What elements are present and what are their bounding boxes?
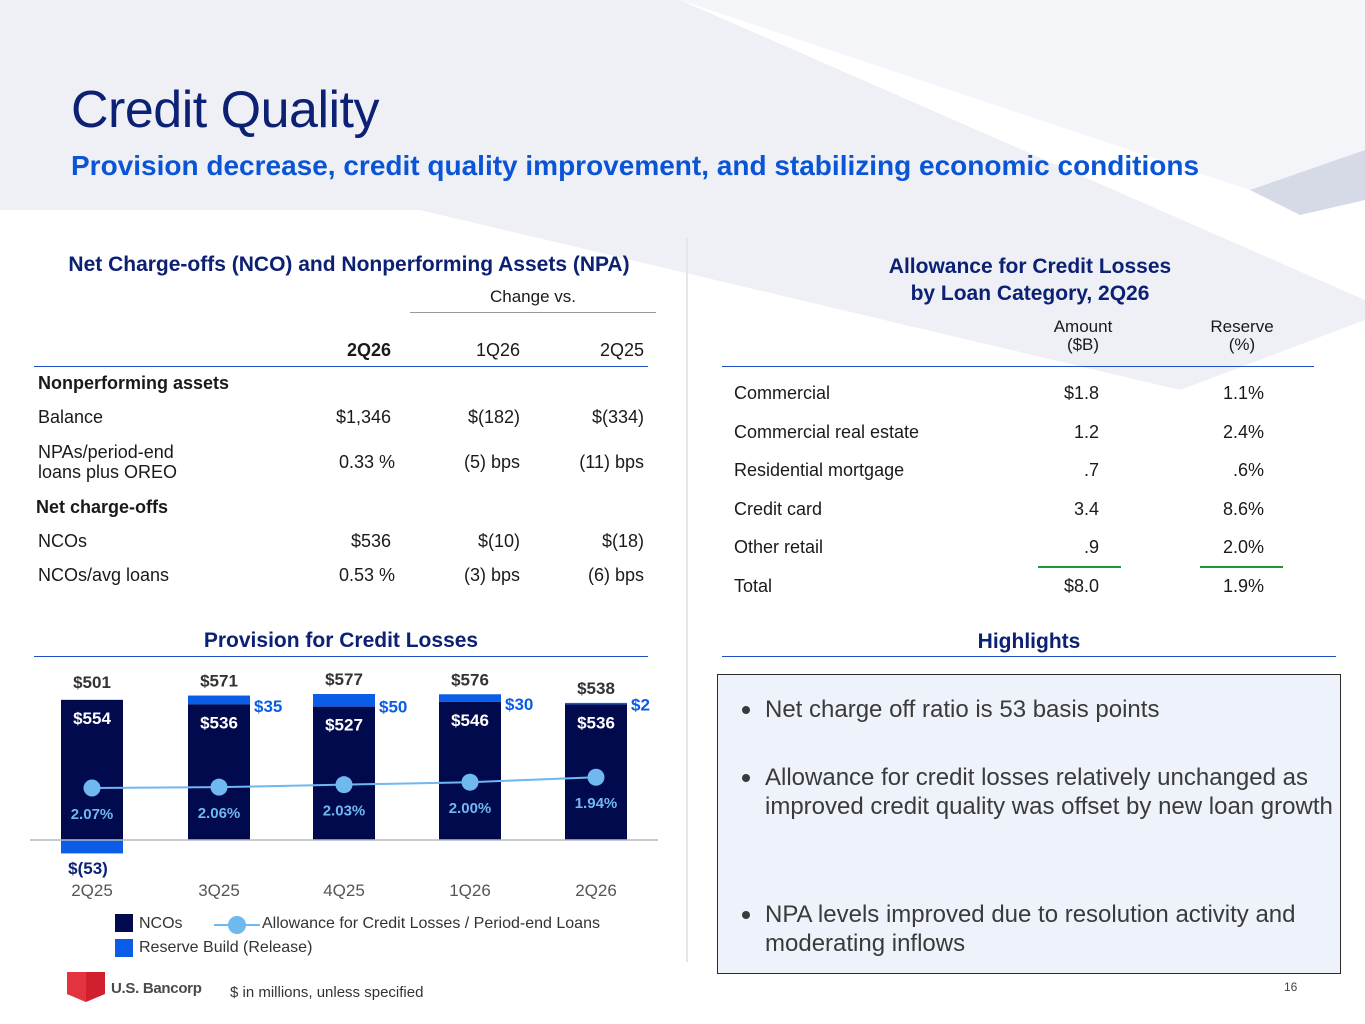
col-header-1q26: 1Q26 — [475, 340, 520, 360]
row-ncos-1q26: $(10) — [477, 531, 520, 551]
row-label-npa-ratio-line2: loans plus OREO — [38, 462, 178, 482]
allowance-col-reserve — [1192, 318, 1292, 354]
row-label-ncos: NCOs — [38, 531, 87, 551]
x-tick-label: 4Q25 — [323, 881, 365, 900]
bullet-marker — [742, 706, 750, 714]
brand-name: U.S. Bancorp — [111, 980, 202, 997]
allowance-header-rule — [722, 366, 1314, 367]
allowance-row-reserve: 2.0% — [1222, 537, 1264, 557]
row-ncos-2q25: $(18) — [601, 531, 644, 551]
allowance-row-label: Credit card — [734, 498, 823, 519]
allowance-row-amount: .9 — [1083, 537, 1099, 557]
allowance-point — [84, 780, 101, 797]
reserve-bar-label: $2 — [631, 695, 650, 715]
change-vs-rule — [410, 312, 656, 313]
allowance-col-reserve-line1: Reserve — [1210, 317, 1274, 336]
provision-chart — [0, 660, 680, 910]
highlight-item: Allowance for credit losses relatively unchanged as improved credit quality was offset by new loan growth — [765, 764, 1333, 820]
allowance-row-label: Residential mortgage — [734, 460, 905, 480]
legend-label-ncos: NCOs — [139, 915, 183, 932]
legend-label-reserve: Reserve Build (Release) — [139, 939, 313, 956]
allowance-row-label: Commercial real estate — [734, 421, 920, 442]
section-heading-nco: Net charge-offs — [36, 497, 169, 517]
nco-bar-label: $554 — [73, 708, 111, 728]
chart-title-rule — [34, 656, 648, 657]
nco-bar-label: $536 — [200, 713, 238, 733]
row-nco-ratio-2q26: 0.53 % — [338, 565, 395, 585]
highlights-title-rule — [722, 656, 1336, 657]
total-label: $538 — [577, 678, 615, 698]
allowance-point-label: 1.94% — [574, 795, 618, 813]
allowance-row-reserve: 1.9% — [1222, 575, 1264, 596]
change-vs-label: Change vs. — [490, 287, 576, 306]
legend-swatch-reserve — [115, 939, 133, 957]
allowance-col-amount — [1033, 318, 1133, 354]
col-header-2q26: 2Q26 — [346, 340, 391, 360]
reserve-bar — [565, 703, 627, 705]
reserve-total-rule — [1200, 566, 1283, 568]
row-npa-ratio-2q25: (11) bps — [579, 452, 644, 472]
allowance-title-line1: Allowance for Credit Losses — [888, 255, 1172, 278]
allowance-row-reserve: 2.4% — [1222, 421, 1264, 442]
column-divider — [686, 238, 688, 962]
x-tick-label: 2Q26 — [575, 881, 617, 900]
allowance-point-label: 2.03% — [322, 802, 366, 820]
brand-shield-logo — [67, 972, 105, 1002]
allowance-row-reserve: .6% — [1232, 460, 1264, 480]
total-label: $576 — [451, 670, 489, 690]
total-label: $571 — [200, 671, 238, 691]
allowance-row-amount: .7 — [1083, 460, 1099, 480]
allowance-point — [588, 769, 605, 786]
row-nco-ratio-1q26: (3) bps — [463, 565, 520, 585]
total-label: $577 — [325, 670, 363, 690]
allowance-title-line2: by Loan Category, 2Q26 — [910, 282, 1150, 305]
allowance-col-amount-line2: ($B) — [1066, 335, 1100, 354]
allowance-row-label: Other retail — [734, 537, 824, 557]
allowance-row-amount: 1.2 — [1073, 421, 1099, 442]
row-label-nco-ratio: NCOs/avg loans — [38, 565, 170, 585]
bullet-marker — [742, 911, 750, 919]
reserve-bar-label: $(53) — [68, 859, 108, 878]
allowance-point — [462, 774, 479, 791]
row-label-balance: Balance — [38, 407, 104, 427]
row-label-npa-ratio — [38, 442, 177, 482]
reserve-bar — [313, 694, 375, 707]
reserve-bar-label: $35 — [254, 696, 283, 716]
allowance-point-label: 2.00% — [448, 800, 492, 818]
nco-bar-label: $527 — [325, 715, 363, 735]
reserve-bar-label: $50 — [379, 697, 408, 717]
allowance-point-label: 2.07% — [70, 806, 114, 823]
reserve-bar — [439, 694, 501, 702]
row-npa-ratio-1q26: (5) bps — [463, 452, 520, 472]
x-tick-label: 2Q25 — [71, 881, 113, 900]
nco-bar-label: $536 — [577, 713, 615, 733]
col-header-2q25: 2Q25 — [599, 340, 644, 360]
allowance-row-label: Commercial — [734, 383, 831, 403]
x-tick-label: 3Q25 — [198, 881, 240, 900]
allowance-point — [336, 776, 353, 793]
reserve-bar — [188, 696, 250, 705]
row-balance-2q25: $(334) — [591, 407, 644, 427]
row-ncos-2q26: $536 — [350, 531, 391, 551]
highlight-item: NPA levels improved due to resolution activity and moderating inflows — [765, 901, 1296, 957]
legend-swatch-allowance — [214, 914, 260, 936]
total-label: $501 — [73, 672, 111, 692]
allowance-col-reserve-line2: (%) — [1228, 335, 1256, 354]
highlights-title: Highlights — [977, 630, 1081, 653]
row-npa-ratio-2q26: 0.33 % — [338, 452, 395, 472]
nco-header-rule — [34, 366, 648, 367]
footnote: $ in millions, unless specified — [230, 984, 424, 1001]
section-heading-npa: Nonperforming assets — [38, 373, 230, 393]
allowance-row-label: Total — [734, 575, 773, 596]
legend-swatch-ncos — [115, 914, 133, 932]
bullet-marker — [742, 774, 750, 782]
page-title: Credit Quality — [71, 81, 379, 139]
allowance-point-label: 2.06% — [197, 805, 241, 823]
x-tick-label: 1Q26 — [449, 881, 491, 900]
row-balance-1q26: $(182) — [467, 407, 520, 427]
allowance-point — [211, 779, 228, 796]
row-nco-ratio-2q25: (6) bps — [587, 565, 644, 585]
allowance-row-reserve: 8.6% — [1222, 498, 1264, 519]
nco-table-title: Net Charge-offs (NCO) and Nonperforming Assets (NPA) — [68, 253, 630, 276]
allowance-row-reserve: 1.1% — [1222, 383, 1264, 403]
page-subtitle: Provision decrease, credit quality improvement, and stabilizing economic conditions — [71, 150, 1200, 181]
chart-title: Provision for Credit Losses — [203, 629, 479, 652]
allowance-row-amount: $1.8 — [1063, 383, 1099, 403]
reserve-bar-label: $30 — [505, 695, 534, 715]
nco-bar-label: $546 — [451, 710, 489, 730]
allowance-table-title — [780, 253, 1280, 307]
amount-total-rule — [1038, 566, 1121, 568]
legend-label-allowance: Allowance for Credit Losses / Period-end Loans — [262, 915, 600, 932]
row-balance-2q26: $1,346 — [335, 407, 391, 427]
page-number: 16 — [1284, 980, 1298, 994]
allowance-row-amount: $8.0 — [1063, 575, 1099, 596]
allowance-row-amount: 3.4 — [1073, 498, 1099, 519]
highlight-item: Net charge off ratio is 53 basis points — [765, 696, 1160, 723]
reserve-bar — [61, 840, 123, 853]
row-label-npa-ratio-line1: NPAs/period-end — [38, 442, 174, 462]
allowance-col-amount-line1: Amount — [1053, 317, 1113, 336]
